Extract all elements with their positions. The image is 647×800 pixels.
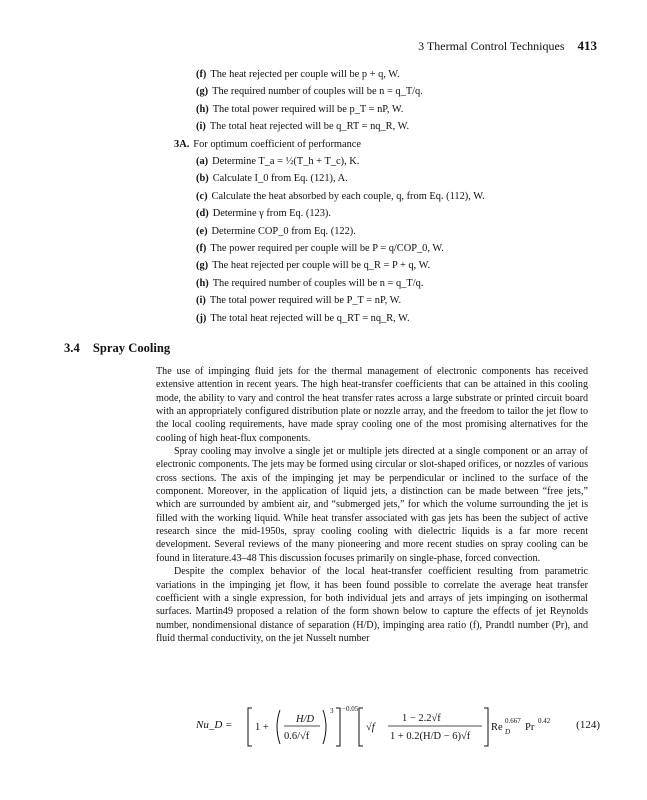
eq-prandtl-exponent: 0.42 bbox=[538, 717, 551, 725]
section-heading bbox=[64, 341, 170, 356]
step-item: (h) The required number of couples will be n = q_T/q. bbox=[196, 277, 424, 289]
step-item: (a) Determine T_a = ½(T_h + T_c), K. bbox=[196, 156, 360, 168]
equation-lhs: Nu_D = bbox=[196, 719, 233, 731]
step-item: (f) The heat rejected per couple will be p + q, W. bbox=[196, 69, 400, 80]
step-item: (c) Calculate the heat absorbed by each couple, q, from Eq. (112), W. bbox=[196, 190, 485, 202]
chapter-title: 3 Thermal Control Techniques bbox=[418, 39, 565, 53]
equation-body bbox=[196, 704, 596, 750]
step-item: (i) The total power required will be P_T = nP, W. bbox=[196, 295, 402, 307]
equation-124 bbox=[196, 704, 600, 750]
eq-frac-denominator: 0.6/√f bbox=[284, 731, 310, 742]
section-number: 3.4 bbox=[64, 341, 80, 355]
step-item: (b) Calculate I_0 from Eq. (121), A. bbox=[196, 173, 348, 185]
paragraph: The use of impinging fluid jets for the thermal management of electronic components has received extensive attention in recent years. The high heat-transfer coefficients that can be attained in this cooling mode, the ability to vary and control the heat transfer rates across a large substrate or printed circuit board with an appropriately configured distribution plate or nozzle array, and the freedom to tailor the jet flow to the local cooling requirements, have made spray cooling one of the most promising alternatives for the cooling of high heat-flux components. bbox=[156, 366, 588, 444]
equation-number: (124) bbox=[576, 719, 600, 731]
paragraph: Spray cooling may involve a single jet or multiple jets directed at a single component or an array of electronic components. The jets may be formed using circular or slot-shaped orifices, or nozzles of various cross sections. The axis of the impinging jet may be perpendicular or inclined to the surface of the component. Moreover, in the application of liquid jets, a distinction can be made between “free jets,” which are surrounded by ambient air, and “submerged jets,” for which the volume surrounding the jet is filled with the working liquid. While heat transfer associated with gas jets has been the subject of active research since the mid-1950s, spray cooling cooling with dielectric liquids is a far more recent development. Several reviews of the many pioneering and more recent studies on spray cooling can be found in literature.43–48 This discussion focuses primarily on single-phase, forced convection. bbox=[156, 446, 588, 564]
section-title: Spray Cooling bbox=[92, 341, 171, 355]
page-number: 413 bbox=[577, 38, 597, 53]
eq-prandtl: Pr bbox=[525, 722, 535, 733]
eq-one-plus: 1 + bbox=[255, 722, 269, 733]
step-item: (d) Determine γ from Eq. (123). bbox=[196, 208, 331, 220]
step-item: (i) The total heat rejected will be q_RT = nq_R, W. bbox=[196, 121, 410, 133]
eq-main-denominator: 1 + 0.2(H/D − 6)√f bbox=[390, 731, 471, 742]
step-item: (e) Determine COP_0 from Eq. (122). bbox=[196, 225, 356, 237]
eq-reynolds: Re bbox=[491, 722, 503, 733]
step-item: (h) The total power required will be p_T = nP, W. bbox=[196, 103, 404, 115]
eq-reynolds-exponent: 0.667 bbox=[505, 717, 521, 725]
eq-frac-numerator: H/D bbox=[296, 714, 315, 725]
eq-reynolds-subscript: D bbox=[505, 728, 511, 736]
eq-sqrt-f: √f bbox=[366, 722, 375, 733]
eq-main-numerator: 1 − 2.2√f bbox=[402, 713, 441, 724]
procedure-steps bbox=[174, 66, 596, 327]
body-text bbox=[156, 365, 588, 645]
step-item: (j) The total heat rejected will be q_RT = nq_R, W. bbox=[196, 312, 410, 324]
step-item: (g) The required number of couples will be n = q_T/q. bbox=[196, 86, 423, 98]
paragraph: Despite the complex behavior of the local heat-transfer coefficient resulting from parametric variations in the impinging jet flow, it has been found possible to correlate the average heat transfer coefficient with a single expression, for both individual jets and arrays of jets impinging on isothermal surfaces. Martin49 proposed a relation of the form shown below to capture the effects of jet Reynolds number, nondimensional distance of separation (H/D), impinging area ratio (f), Prandtl number (Pr), and fluid thermal conductivity, on the jet Nusselt number bbox=[156, 566, 588, 644]
subsection-heading: 3A. For optimum coefficient of performance bbox=[174, 138, 362, 150]
running-head bbox=[418, 38, 597, 54]
step-item: (f) The power required per couple will be P = q/COP_0, W. bbox=[196, 243, 444, 255]
eq-outer-exponent: −0.05 bbox=[342, 705, 359, 713]
eq-inner-exponent: 3 bbox=[330, 707, 334, 715]
step-item: (g) The heat rejected per couple will be q_R = P + q, W. bbox=[196, 260, 431, 272]
